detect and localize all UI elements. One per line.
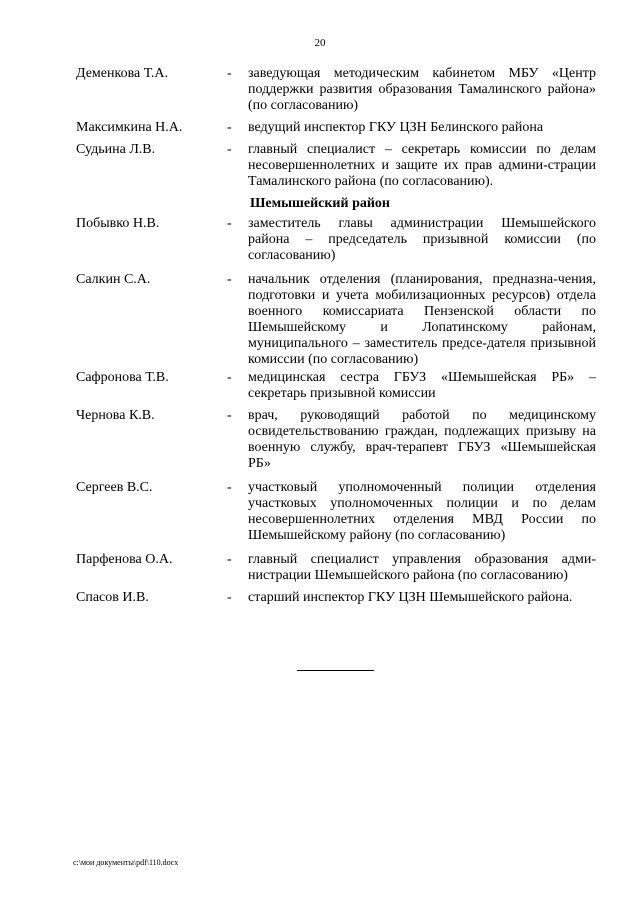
member-name: Сергеев В.С. (76, 480, 153, 495)
dash: - (227, 66, 232, 81)
page-number: 20 (314, 37, 326, 49)
member-name: Парфенова О.А. (76, 552, 173, 567)
member-description: начальник отделения (планирования, предназна-чения, подготовки и учета мобилизационных ресурсов) отдела военного комиссариата Пензенской области по Шемышейскому и Лопатинскому районам, муниципального – заместитель предсе-дателя призывной комиссии (по согласованию) (248, 272, 596, 367)
member-name: Спасов И.В. (76, 590, 149, 605)
member-description: главный специалист управления образования адми-нистрации Шемышейского района (по согласованию) (248, 552, 596, 583)
member-description: ведущий инспектор ГКУ ЦЗН Белинского района (248, 120, 544, 135)
member-name: Сафронова Т.В. (76, 370, 169, 385)
member-name: Максимкина Н.А. (76, 120, 183, 135)
member-name: Чернова К.В. (76, 408, 155, 423)
footer-path: c:\мои документы\pdf\110.docx (73, 858, 179, 867)
dash: - (227, 552, 232, 567)
member-description: главный специалист – секретарь комиссии по делам несовершеннолетних и защите их прав админи-страции Тамалинского района (по согласованию). (248, 142, 596, 189)
dash: - (227, 272, 232, 287)
member-description: заместитель главы администрации Шемышейского района – председатель призывной комиссии (по согласованию) (248, 216, 596, 263)
member-name: Побывко Н.В. (76, 216, 160, 231)
dash: - (227, 120, 232, 135)
member-description: медицинская сестра ГБУЗ «Шемышейская РБ» – секретарь призывной комиссии (248, 370, 596, 401)
member-description: заведующая методическим кабинетом МБУ «Центр поддержки развития образования Тамалинского района» (по согласованию) (248, 66, 596, 113)
dash: - (227, 480, 232, 495)
dash: - (227, 216, 232, 231)
dash: - (227, 590, 232, 605)
closing-rule (297, 670, 374, 671)
member-description: участковый уполномоченный полиции отделения участковых уполномоченных полиции и по делам несовершеннолетних отделения МВД России по Шемышейскому району (по согласованию) (248, 480, 596, 543)
member-description: врач, руководящий работой по медицинскому освидетельствованию граждан, подлежащих призыву на военную службу, врач-терапевт ГБУЗ «Шемышейская РБ» (248, 408, 596, 471)
member-description: старший инспектор ГКУ ЦЗН Шемышейского района. (248, 590, 573, 605)
member-name: Судьина Л.В. (76, 142, 156, 157)
dash: - (227, 370, 232, 385)
member-name: Деменкова Т.А. (76, 66, 168, 81)
dash: - (227, 142, 232, 157)
member-name: Салкин С.А. (76, 272, 151, 287)
dash: - (227, 408, 232, 423)
section-title: Шемышейский район (250, 196, 390, 211)
